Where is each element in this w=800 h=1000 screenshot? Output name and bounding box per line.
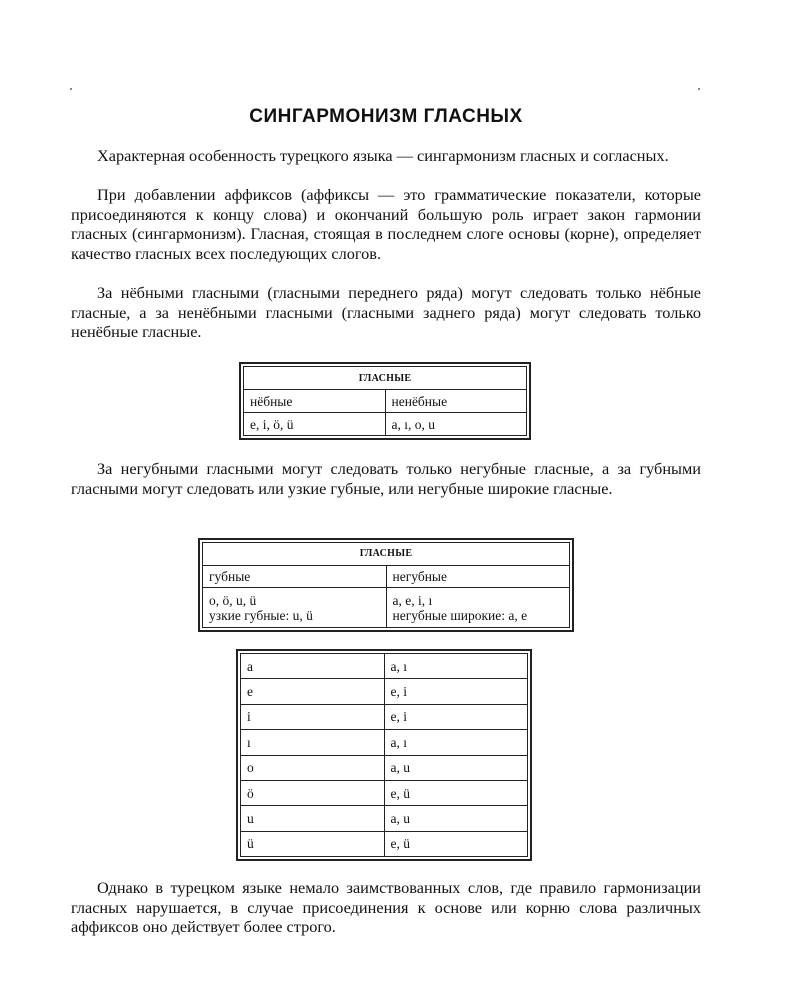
table-cell (386, 588, 570, 628)
table-row (241, 679, 528, 704)
paragraph-intro: Характерная особенность турецкого языка — сингармонизм гласных и согласных. (97, 146, 669, 165)
table-cell: e, i, ö, ü (244, 413, 386, 436)
table-cell: a, ı (384, 654, 528, 679)
page-mark-right (698, 88, 700, 90)
table-cell: e, ü (384, 831, 528, 856)
table-labial-vowels (198, 538, 574, 632)
table-cell: губные (203, 565, 387, 588)
table-cell: нёбные (244, 390, 386, 413)
table-cell: ü (241, 831, 385, 856)
table-cell: e, i (384, 704, 528, 729)
page-mark-left (70, 88, 72, 90)
table-cell: негубные (386, 565, 570, 588)
table-row (241, 780, 528, 805)
table-palatal-vowels (239, 362, 531, 440)
table-cell: a, ı, o, u (385, 413, 527, 436)
table-cell: e (241, 679, 385, 704)
table-cell: e, ü (384, 780, 528, 805)
table-cell: a (241, 654, 385, 679)
table-cell: u (241, 806, 385, 831)
table-row (241, 831, 528, 856)
paragraph-labial: За негубными гласными могут следовать только негубные гласные, а за губными гласными могут следовать или узкие губные, или негубные широкие гласные. (71, 459, 701, 498)
table-cell: a, u (384, 755, 528, 780)
table-row (241, 654, 528, 679)
table-row (241, 704, 528, 729)
table-cell: ı (241, 730, 385, 755)
paragraph-palatal: За нёбными гласными (гласными переднего ряда) могут следовать только нёбные гласные, а за ненёбными гласными (гласными заднего ряда) могут следовать только ненёбные гласные. (71, 283, 701, 341)
table-cell: e, i (384, 679, 528, 704)
table-cell: ненёбные (385, 390, 527, 413)
cell-line: o, ö, u, ü (209, 592, 257, 608)
table-header: ГЛАСНЫЕ (244, 367, 527, 390)
table-cell (203, 588, 387, 628)
table-vowel-harmony (236, 649, 532, 861)
table-cell: a, ı (384, 730, 528, 755)
table-row (241, 806, 528, 831)
cell-line: узкие губные: u, ü (209, 607, 313, 623)
page-title: СИНГАРМОНИЗМ ГЛАСНЫХ (249, 106, 523, 127)
cell-line: a, e, i, ı (392, 592, 433, 608)
table-cell: a, u (384, 806, 528, 831)
table-cell: i (241, 704, 385, 729)
table-cell: ö (241, 780, 385, 805)
table-cell: o (241, 755, 385, 780)
paragraph-exceptions: Однако в турецком языке немало заимствованных слов, где правило гармонизации гласных нарушается, в случае присоединения к основе или корню слова различных аффиксов оно действует более строго. (71, 878, 701, 936)
table-row (241, 755, 528, 780)
table-header: ГЛАСНЫЕ (203, 543, 570, 566)
cell-line: негубные широкие: a, e (392, 607, 528, 623)
table-row (241, 730, 528, 755)
paragraph-affixes: При добавлении аффиксов (аффиксы — это грамматические показатели, которые присоединяются к концу слова) и окончаний большую роль играет закон гармонии гласных (сингармонизм). Гласная, стоящая в последнем слоге основы (корне), определяет качество гласных всех последующих слогов. (71, 185, 701, 263)
